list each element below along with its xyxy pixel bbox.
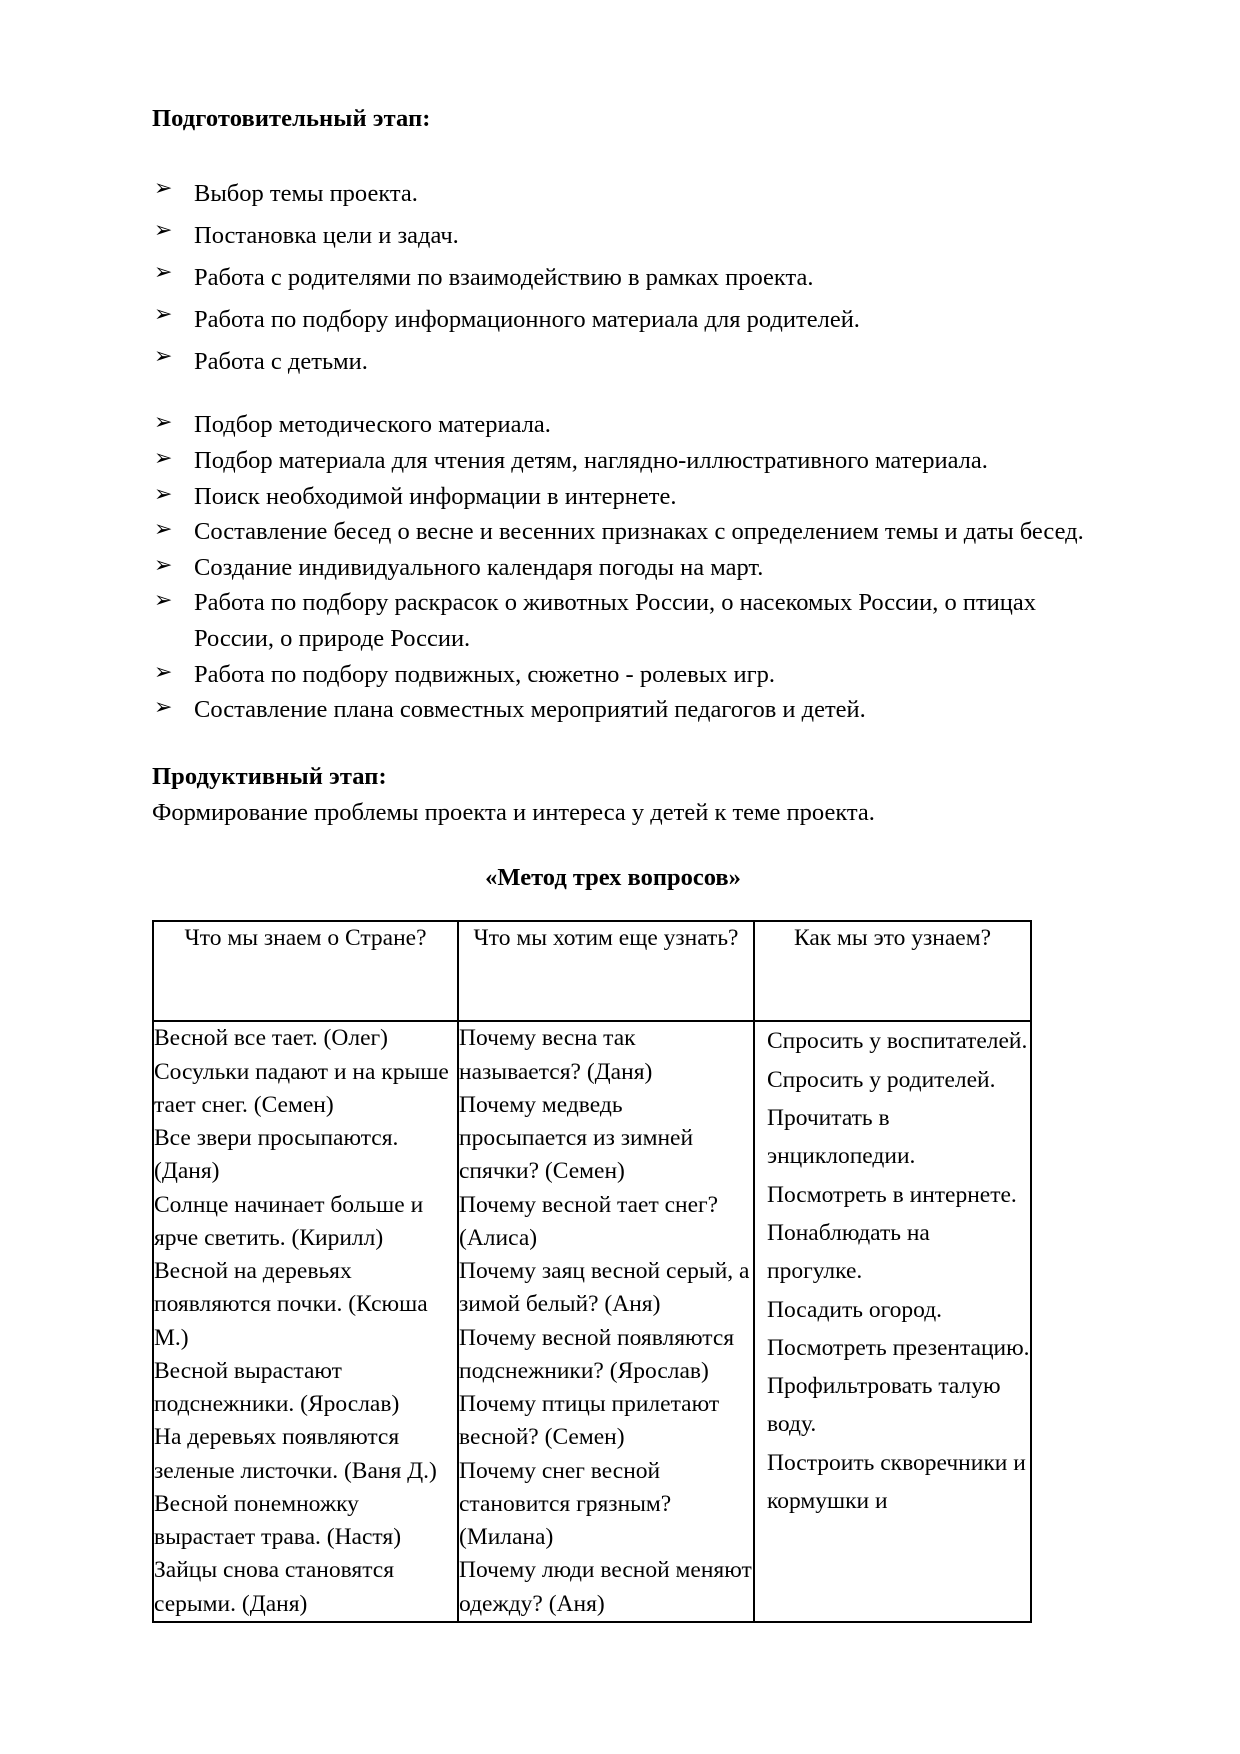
productive-stage-heading: Продуктивный этап: <box>152 763 387 791</box>
arrow-bullet-icon: ➢ <box>154 481 173 507</box>
list-item <box>152 550 1100 586</box>
arrow-bullet-icon: ➢ <box>154 517 173 543</box>
cell-line: Почему весна так называется? (Даня) <box>459 1025 653 1085</box>
cell-line: Почему люди весной меняют одежду? (Аня) <box>459 1557 752 1617</box>
arrow-bullet-icon: ➢ <box>154 695 173 721</box>
cell-line: Почему медведь просыпается из зимней спячки? (Семен) <box>459 1091 694 1185</box>
arrow-bullet-icon: ➢ <box>154 217 173 243</box>
arrow-bullet-icon: ➢ <box>154 259 173 285</box>
list-item <box>152 479 1100 515</box>
table-header-cell-2: Что мы хотим еще узнать? <box>458 921 754 1021</box>
list-item <box>152 299 1100 341</box>
cell-line: Почему весной тает снег? (Алиса) <box>459 1191 719 1251</box>
cell-line: Все звери просыпаются. (Даня) <box>154 1125 399 1185</box>
cell-line: Почему заяц весной серый, а зимой белый? (Аня) <box>459 1258 750 1318</box>
list-item <box>152 173 1100 215</box>
arrow-bullet-icon: ➢ <box>154 410 173 436</box>
cell-line: Весной на деревьях появляются почки. (Ксюша М.) <box>154 1258 428 1351</box>
cell-line: Профильтровать талую воду. <box>767 1373 1001 1438</box>
list-item-label: Составление плана совместных мероприятий педагогов и детей. <box>194 696 866 724</box>
cell-line: Понаблюдать на прогулке. <box>767 1219 930 1285</box>
list-item-label: Поиск необходимой информации в интернете. <box>194 482 677 510</box>
cell-line: Почему снег весной становится грязным? (Милана) <box>459 1457 672 1551</box>
cell-line: Посмотреть в интернете. <box>767 1181 1017 1208</box>
cell-line: Построить скворечники и кормушки и <box>767 1449 1026 1515</box>
list-item <box>152 215 1100 257</box>
table-cell-how-we-find-out <box>754 1021 1031 1622</box>
cell-line: Солнце начинает больше и ярче светить. (Кирилл) <box>154 1191 424 1251</box>
list-item-label: Работа по подбору раскрасок о животных России, о насекомых России, о птицах России, о природе России. <box>194 589 1037 653</box>
cell-line: Весной вырастают подснежники. (Ярослав) <box>154 1357 400 1418</box>
arrow-bullet-icon: ➢ <box>154 659 173 685</box>
cell-line: Почему весной появляются подснежники? (Ярослав) <box>459 1324 735 1384</box>
list-item-label: Постановка цели и задач. <box>194 221 459 249</box>
list-item <box>152 341 1100 383</box>
table-header-row <box>153 921 1031 1021</box>
table-cell-what-we-want-to-know <box>458 1021 754 1622</box>
list-item <box>152 585 1100 656</box>
arrow-bullet-icon: ➢ <box>154 344 173 370</box>
list-item-label: Подбор методического материала. <box>194 411 551 439</box>
list-item <box>152 514 1100 550</box>
list-item <box>152 657 1100 693</box>
cell-line: Посмотреть презентацию. <box>767 1334 1030 1361</box>
table-title: «Метод трех вопросов» <box>485 864 741 892</box>
productive-stage-paragraph: Формирование проблемы проекта и интереса у детей к теме проекта. <box>152 798 875 826</box>
preparatory-list-group-2 <box>152 407 1100 728</box>
preparatory-list-group-1 <box>152 173 1100 384</box>
cell-line: Посадить огород. <box>767 1296 943 1323</box>
cell-line: Спросить у воспитателей. <box>767 1028 1028 1055</box>
table-header-cell-3: Как мы это узнаем? <box>754 921 1031 1021</box>
cell-line: Спросить у родителей. <box>767 1066 996 1093</box>
list-item <box>152 407 1100 443</box>
three-questions-table <box>152 920 1032 1623</box>
cell-line: Сосульки падают и на крыше тает снег. (Семен) <box>154 1058 449 1118</box>
cell-line: Зайцы снова становятся серыми. (Даня) <box>154 1557 395 1617</box>
table-header-cell-1: Что мы знаем о Стране? <box>153 921 458 1021</box>
cell-line: Весной понемножку вырастает трава. (Настя) <box>154 1490 402 1551</box>
cell-line: На деревьях появляются зеленые листочки. (Ваня Д.) <box>154 1424 437 1484</box>
list-item-label: Подбор материала для чтения детям, наглядно-иллюстративного материала. <box>194 446 988 474</box>
cell-line: Весной все тает. (Олег) <box>154 1025 388 1052</box>
list-item-label: Составление бесед о весне и весенних признаках с определением темы и даты бесед. <box>194 518 1084 546</box>
list-item <box>152 257 1100 299</box>
list-item-label: Работа по подбору подвижных, сюжетно - ролевых игр. <box>194 660 776 688</box>
list-item <box>152 443 1100 479</box>
cell-line: Прочитать в энциклопедии. <box>767 1105 916 1170</box>
list-item-label: Создание индивидуального календаря погоды на март. <box>194 553 764 581</box>
list-item <box>152 692 1100 728</box>
preparatory-stage-heading: Подготовительный этап: <box>152 105 431 132</box>
list-item-label: Работа с детьми. <box>194 348 368 376</box>
cell-line: Почему птицы прилетают весной? (Семен) <box>459 1391 720 1451</box>
arrow-bullet-icon: ➢ <box>154 175 173 201</box>
arrow-bullet-icon: ➢ <box>154 588 173 614</box>
list-item-label: Работа по подбору информационного материала для родителей. <box>194 306 860 333</box>
arrow-bullet-icon: ➢ <box>154 302 173 327</box>
table-cell-what-we-know <box>153 1021 458 1622</box>
table-body-row <box>153 1021 1031 1622</box>
list-item-label: Выбор темы проекта. <box>194 179 418 207</box>
arrow-bullet-icon: ➢ <box>154 445 173 471</box>
list-item-label: Работа с родителями по взаимодействию в рамках проекта. <box>194 263 814 291</box>
arrow-bullet-icon: ➢ <box>154 552 173 578</box>
